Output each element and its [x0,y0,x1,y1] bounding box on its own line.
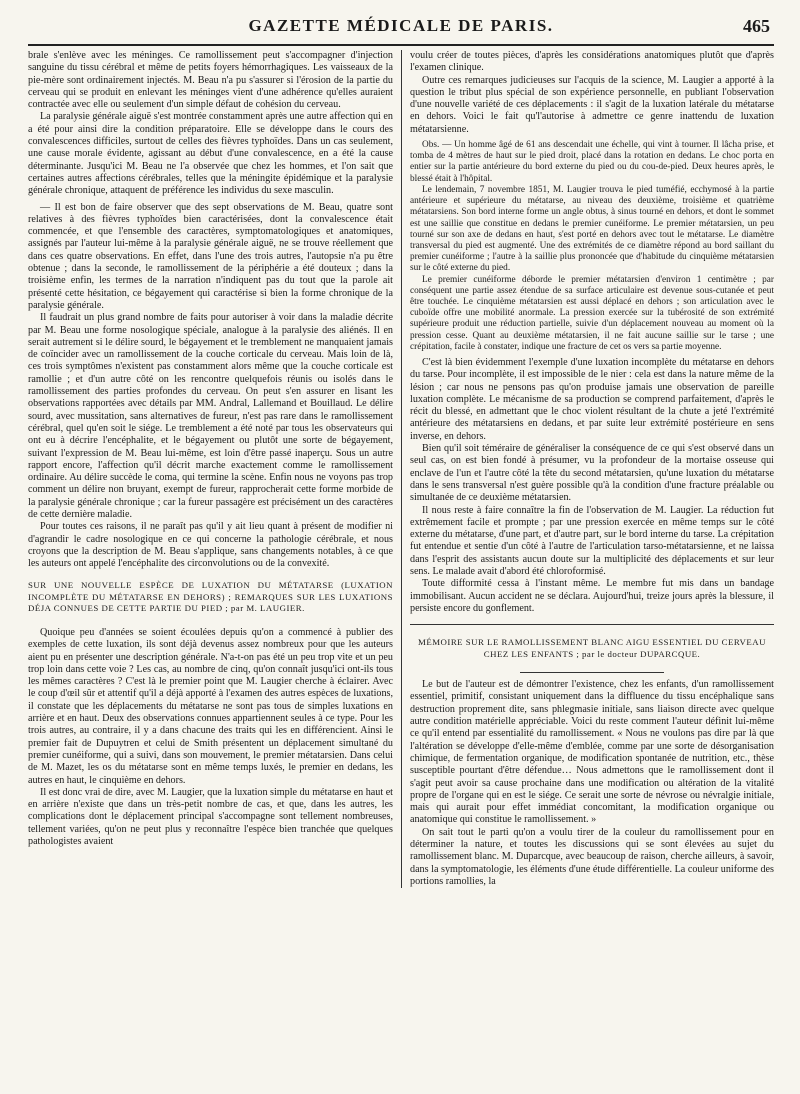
right-column [401,50,774,888]
paragraph: Bien qu'il soit téméraire de généraliser la conséquence de ce qui s'est observé dans un seul cas, on est bien fondé à présumer, vu la profondeur de la mortaise osseuse qui enclave de l'un et l'autre côté la tête du second métatarsien, qu'une luxation du métatarse dans le sens transversal n'est guère possible qu'à la condition d'une fracture préalable ou simultanée de ce deuxième métatarsien. [410,443,774,504]
paragraph: Toute difformité cessa à l'instant même. Le membre fut mis dans un bandage immobilisant. Aucun accident ne se déclara. Aujourd'hui, treize jours après la blessure, il persiste encore du gonflement. [410,578,774,614]
left-column [28,50,401,888]
article-heading-duparcque: MÉMOIRE SUR LE RAMOLLISSEMENT BLANC AIGU ESSENTIEL DU CERVEAU CHEZ LES ENFANTS ; par le docteur DUPARCQUE. [418,637,766,659]
paragraph: Le but de l'auteur est de démontrer l'existence, chez les enfants, d'un ramollissement essentiel, primitif, consistant uniquement dans la diffluence du tissu encéphalique sans destruction proprement dite, sans phlegmasie initiale, sans liaison directe avec quelque autre condition matérielle appréciable. Voici du reste comment l'auteur définit lui-même ce qu'il entend par essentialité du ramollissement. « Nous ne voulons pas dire par là que l'altération se développe d'elle-même d'emblée, comme par une sorte de désorganisation chimique, de fermentation organique, de modification spontanée de nutrition, etc., thèse susceptible pourtant d'être défendue… Nous admettons que le ramollissement dont il s'agit peut avoir sa cause prochaine dans une modification ou altération de la vitalité propre de l'organe qui en est le siége. Ce serait une sorte de névrose ou névralgie initiale, mais qui aurait pour effet immédiat concomitant, la modification organique ou anatomique qui constitue le ramollissement. » [410,679,774,826]
article-heading-laugier: SUR UNE NOUVELLE ESPÈCE DE LUXATION DU MÉTATARSE (LUXATION INCOMPLÈTE DU MÉTATARSE EN DEHORS) ; REMARQUES SUR LES LUXATIONS DÉJA CONNUES DE CETTE PARTIE DU PIED ; par M. LAUGIER. [28,580,393,614]
paragraph: Outre ces remarques judicieuses sur l'acquis de la science, M. Laugier a apporté à la question le tribut plus spécial de son expérience personnelle, en publiant l'observation d'une nouvelle variété de ces déplacements : il s'agit de la luxation latérale du métatarse en dehors. Voici le fait qu'l'autorise à admettre ce genre inattendu de luxation métatarsienne. [410,74,774,135]
page-number: 465 [743,16,770,36]
paragraph: La paralysie générale aiguë s'est montrée constamment après une autre affection qui en a été pour ainsi dire la condition préparatoire. Elle se développe dans le cours des convalescences difficiles, surtout de celles des fièvres typhoïdes. Dans un cas seulement, une cause morale évidente, agissant au début d'une convalescence, en a été la cause déterminante. Jusqu'ici M. Beau ne l'a observée que chez les hommes, et l'on sait que certaines autres affections cérébrales, telles que la méningite épidémique et la paralysie générale chronique, attaquent de préférence les individus du sexe masculin. [28,111,393,197]
paragraph: On sait tout le parti qu'on a voulu tirer de la couleur du ramollissement pour en déterminer la nature, et toutes les discussions qui se sont élevées au sujet du ramollissement blanc. M. Duparcque, avec beaucoup de raison, cherche ailleurs, à savoir, dans la symptomatologie, les éléments d'une étude différentielle. La couleur uniforme des portions ramollies, la [410,826,774,887]
journal-title: GAZETTE MÉDICALE DE PARIS. [248,16,554,35]
paragraph: Il nous reste à faire connaître la fin de l'observation de M. Laugier. La réduction fut extrêmement facile et prompte ; par une pression exercée en même temps sur le côté externe du métatarse, d'une part, et d'autre part, sur le bord interne du tarse. La crépitation fut entendue et sentie d'un côté à l'autre de l'articulation tarso-métatarsienne, et ne laissa dans l'esprit des assistants aucun doute sur la multiplicité des déplacements et sur leur sens. Le malade avait d'abord été chloroformisé. [410,504,774,577]
paragraph: Pour toutes ces raisons, il ne paraît pas qu'il y ait lieu quant à présent de modifier ni d'agrandir le cadre nosologique en ce qui concerne la pathologie cérébrale, et nous croyons que la description de M. Beau s'applique, sans changements notables, à ce que les auteurs ont appelé l'encéphalite des circonvolutions ou de la convexité. [28,521,393,570]
page-header [28,16,774,40]
paragraph: C'est là bien évidemment l'exemple d'une luxation incomplète du métatarse en dehors du tarse. Pour incomplète, il est impossible de le nier : cela est dans la nature même de la lésion ; car nous ne pensons pas qu'on produise jamais une observation de pareille luxation complète. Le mécanisme de sa production se comprend parfaitement, d'après le récit du blessé, en admettant que le choc violent résultant de la chute a jeté l'extrémité antérieure des métatarsiens en dedans, et par suite leur extrémité postérieure en sens inverse, en dehors. [410,356,774,442]
paragraph: brale s'enlève avec les méninges. Ce ramollissement peut s'accompagner d'injection sanguine du tissu cérébral et même de petits foyers hémorrhagiques. Les vaisseaux de la pie-mère sont ordinairement injectés. M. Beau n'a pu s'assurer si l'érosion de la partie du cerveau qui se produit en enlevant les méninges vient d'une adhérence qu'elles auraient contractée avec elle ou seulement d'un simple défaut de cohésion du cerveau. [28,50,393,111]
header-rule [28,44,774,46]
paragraph: voulu créer de toutes pièces, d'après les considérations anatomiques plutôt que d'après l'examen clinique. [410,50,774,74]
observation-paragraph: Le lendemain, 7 novembre 1851, M. Laugier trouva le pied tuméfié, ecchymosé à la partie antérieure et supérieure du métatarse, au niveau des deuxième, troisième et quatrième métatarsiens. Son bord interne forme un angle obtus, à sinus tourné en dehors, et dont le sommet est une saillie que constitue en dedans le premier cunéiforme. Le premier métatarsien, un peu tourné sur son axe de dedans en haut, s'est porté en dehors avec tout le métatarse. Le diamètre transversal du pied est augmenté. Une des extrémités de ce diamètre répond au bord saillant du premier cunéiforme ; l'autre à la saillie plus prononcée que d'habitude du cinquième métatarsien sur le côté externe du pied. [410,184,774,274]
paragraph: — Il est bon de faire observer que des sept observations de M. Beau, quatre sont relatives à des fièvres typhoïdes bien caractérisées, dont la convalescence était commencée, et que l'ensemble des caractères, symptomatologiques et anatomiques, assignés par l'auteur lui-même à la paralysie générale aiguë, ne se trouve réellement que dans ces quatre observations. En effet, dans l'une des trois autres, l'autopsie n'a pu être obtenue ; dans la seconde, le ramollissement de la périphérie a été douteux ; dans la troisième enfin, les termes de la narration n'indiquent pas du tout que la parole ait présenté cette hésitation, ce bégayement qui caractérise si bien la forme chronique de la paralysie générale. [28,201,393,311]
paragraph: Il est donc vrai de dire, avec M. Laugier, que la luxation simple du métatarse en haut et en arrière n'existe que dans un très-petit nombre de cas, et que, dans les autres, les complications dont le déplacement principal s'accompagne sont tellement nombreuses, tellement variées, qu'on ne peut plus y reconnaître l'espèce bien tranchée que quelques pathologistes avaient [28,786,393,848]
paragraph: Quoique peu d'années se soient écoulées depuis qu'on a commencé à publier des exemples de cette luxation, ils sont déjà devenus assez nombreux pour que les auteurs aient pu en présenter une description générale. N'a-t-on pas été un peu trop vite et un peu trop loin dans cette voie ? Les cas, au nombre de cinq, qu'on connaît jusqu'ici ont-ils tous les mêmes caractères ? C'est là le premier point que M. Laugier cherche à éclairer. Avec le coup d'œil sûr et attentif qu'il a déjà apporté à l'examen des autres espèces de luxations, il constate que les déplacements du métatarse ne sont pas tous de simples luxations en arrière et en haut. Deux des observations connues appartiennent seules à ce type. Pour les trois autres, au contraire, il y a dans chacune des traits qui les en différencient. Ainsi le premier fait de Dupuytren et celui de Smith présentent un déplacement simultané du premier cunéiforme, qui a suivi, dans son mouvement, le premier métatarsien. Dans celui de M. Mazet, les os du métatarse sont en même temps luxés, le premier en dedans, les autres en haut, le cinquième en dehors. [28,626,393,786]
heading-underline [520,672,664,673]
paragraph: Il faudrait un plus grand nombre de faits pour autoriser à voir dans la maladie décrite par M. Beau une forme nosologique spéciale, analogue à la paralysie des aliénés. Il en serait autrement si le délire sourd, le bégayement et le tremblement ne manquaient jamais de coïncider avec un ramollissement de la couche corticale du cerveau. Mais loin de là, ces trois symptômes n'existent pas constamment alors même que la couche corticale est ramollie ; et d'un autre côté on les rencontre quelquefois réunis ou isolés dans le ramollissement des parties profondes du cerveau. On peut s'en assurer en lisant les observations rapportées avec détails par MM. Andral, Lallemand et Bouillaud. Le délire sourd, avec mussitation, sans alternatives de fureur, n'est pas rare dans le ramollissement cérébral, quel qu'en soit le siége. Le tremblement a été noté par tous les observateurs qui ont eu à décrire l'encéphalite, et le bégayement ou plutôt une sorte de bégayement, suivant l'expression de M. Beau lui-même, est loin d'être passé inaperçu. Sous un autre rapport encore, l'affection qu'il décrit marche exactement comme le ramollissement ordinaire. Au délire succède le coma, qui termine la scène. Enfin nous ne voyons pas trop comment un délire non bruyant, exempt de fureur, rapprocherait cette forme morbide de la paralysie générale chronique ; car la fureur passagère est précisément un des caractères de cette dernière maladie. [28,312,393,520]
two-column-body [28,50,774,888]
observation-paragraph: Obs. — Un homme âgé de 61 ans descendait une échelle, qui vint à tourner. Il lâcha prise, et tomba de 4 mètres de haut sur le pied droit, placé dans la rotation en dedans. Le choc porta en entier sur la partie antérieure du bord externe du pied ou du cou-de-pied. Deux heures après, le blessé était à l'hôpital. [410,140,774,184]
observation-paragraph: Le premier cunéiforme déborde le premier métatarsien d'environ 1 centimètre ; par conséquent une partie assez étendue de sa surface articulaire est devenue sous-cutanée et peut être touchée. Le cinquième métatarsien est aussi déplacé en dehors ; son articulation avec le cuboïde offre une mobilité anormale. La pression exercée sur la tubérosité de son extrémité supérieure produit une réduction partielle, suivie d'un déplacement nouveau au moment où la pression cesse. Quant au deuxième métatarsien, il ne fait aucune saillie sur le tarse ; une crépitation, facile à constater, indique une fracture de cet os vers sa partie moyenne. [410,274,774,352]
section-rule [410,624,774,625]
